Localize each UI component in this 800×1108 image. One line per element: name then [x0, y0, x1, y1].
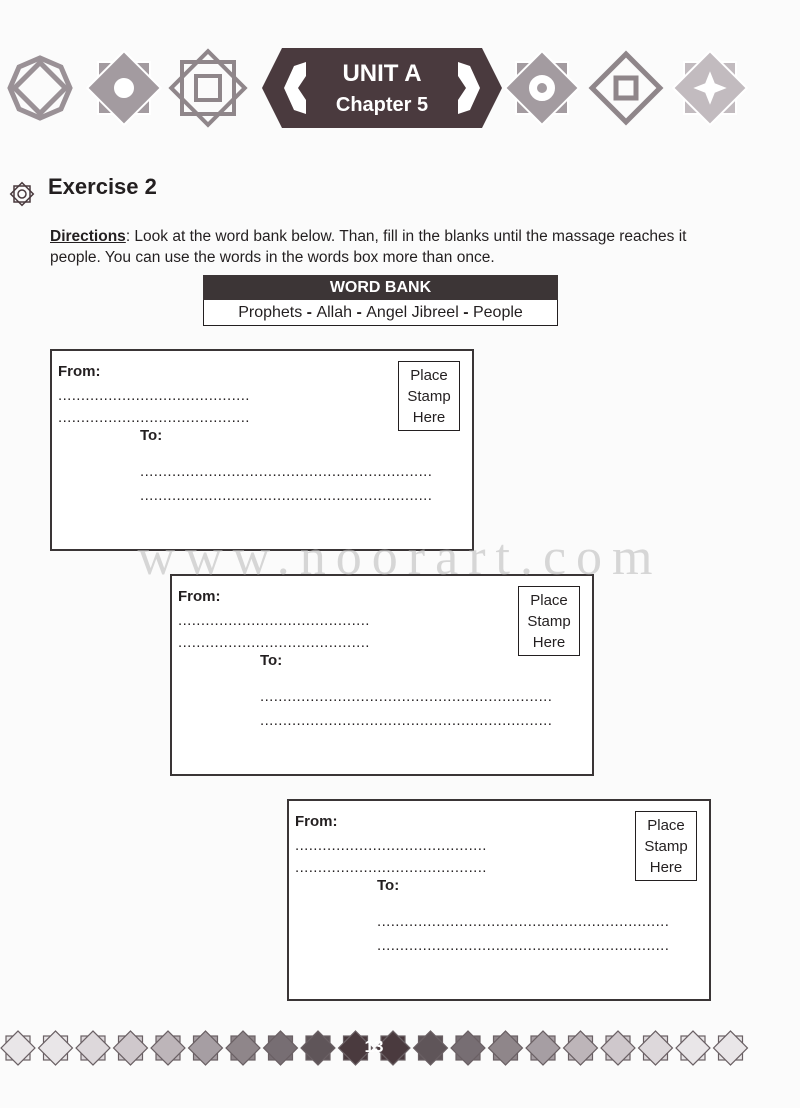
- word-bank-word: Angel Jibreel: [366, 304, 459, 321]
- footer-star-icon: [264, 1031, 298, 1065]
- to-blank-line-1[interactable]: ................................................................: [140, 463, 433, 480]
- directions-label: Directions: [50, 228, 126, 245]
- from-blank-line-2[interactable]: ..........................................: [178, 634, 370, 651]
- stamp-text-line: Place: [647, 817, 685, 834]
- footer-star-icon: [114, 1031, 148, 1065]
- exercise-title: Exercise 2: [48, 174, 157, 199]
- watermark: www.noorart.com: [137, 529, 663, 586]
- stamp-text-line: Stamp: [527, 613, 571, 630]
- footer-star-icon: [489, 1031, 523, 1065]
- from-label: From:: [58, 363, 101, 380]
- stamp-box: [398, 361, 460, 431]
- from-blank-line-2[interactable]: ..........................................: [58, 409, 250, 426]
- from-label: From:: [295, 813, 338, 830]
- chapter-title: Chapter 5: [335, 94, 429, 116]
- from-blank-line-1[interactable]: ..........................................: [178, 612, 370, 629]
- footer-star-icon: [414, 1031, 448, 1065]
- word-bank-word: Allah: [316, 304, 353, 321]
- stamp-text-line: Place: [530, 592, 568, 609]
- footer-star-icon: [226, 1031, 260, 1065]
- word-separator: -: [458, 304, 473, 321]
- stamp-text-line: Stamp: [407, 388, 451, 405]
- footer-star-icon: [189, 1031, 223, 1065]
- stamp-box: [518, 586, 580, 656]
- to-blank-line-2[interactable]: ................................................................: [260, 712, 553, 729]
- footer-star-icon: [676, 1031, 710, 1065]
- word-bank-heading: WORD BANK: [203, 275, 558, 300]
- stamp-text-line: Place: [410, 367, 448, 384]
- stamp-text-line: Here: [412, 409, 446, 426]
- footer-star-icon: [76, 1031, 110, 1065]
- to-blank-line-1[interactable]: ................................................................: [260, 688, 553, 705]
- footer-star-icon: [1, 1031, 35, 1065]
- footer-star-icon: [564, 1031, 598, 1065]
- word-bank-words: [203, 300, 558, 326]
- word-separator: -: [352, 304, 367, 321]
- directions-text: [50, 226, 690, 268]
- footer-star-icon: [714, 1031, 748, 1065]
- envelope-2: [170, 574, 594, 776]
- footer-star-icon: [601, 1031, 635, 1065]
- word-separator: -: [302, 304, 317, 321]
- from-blank-line-1[interactable]: ..........................................: [295, 837, 487, 854]
- word-bank-word: Prophets: [238, 304, 303, 321]
- to-blank-line-2[interactable]: ................................................................: [140, 487, 433, 504]
- envelope-1: [50, 349, 474, 551]
- footer-star-icon: [451, 1031, 485, 1065]
- stamp-text-line: Here: [649, 859, 683, 876]
- footer-pattern-band: [0, 1028, 800, 1068]
- stamp-text-line: Here: [532, 634, 566, 651]
- from-label: From:: [178, 588, 221, 605]
- to-label: To:: [377, 877, 400, 894]
- footer-star-icon: [39, 1031, 73, 1065]
- page-number: 13: [364, 1037, 384, 1056]
- to-blank-line-2[interactable]: ................................................................: [377, 937, 670, 954]
- footer-star-icon: [526, 1031, 560, 1065]
- from-blank-line-2[interactable]: ..........................................: [295, 859, 487, 876]
- envelope-3: [287, 799, 711, 1001]
- from-blank-line-1[interactable]: ..........................................: [58, 387, 250, 404]
- unit-title: UNIT A: [342, 60, 422, 87]
- star-ornament-icon: [2, 174, 42, 214]
- to-label: To:: [140, 427, 163, 444]
- to-label: To:: [260, 652, 283, 669]
- footer-star-icon: [301, 1031, 335, 1065]
- stamp-text-line: Stamp: [644, 838, 688, 855]
- directions-body: : Look at the word bank below. Than, fill in the blanks until the massage reaches it people. You can use the words in the words box more than once.: [50, 228, 687, 266]
- footer-star-icon: [151, 1031, 185, 1065]
- stamp-box: [635, 811, 697, 881]
- word-bank-word: People: [472, 304, 523, 321]
- to-blank-line-1[interactable]: ................................................................: [377, 913, 670, 930]
- footer-star-icon: [639, 1031, 673, 1065]
